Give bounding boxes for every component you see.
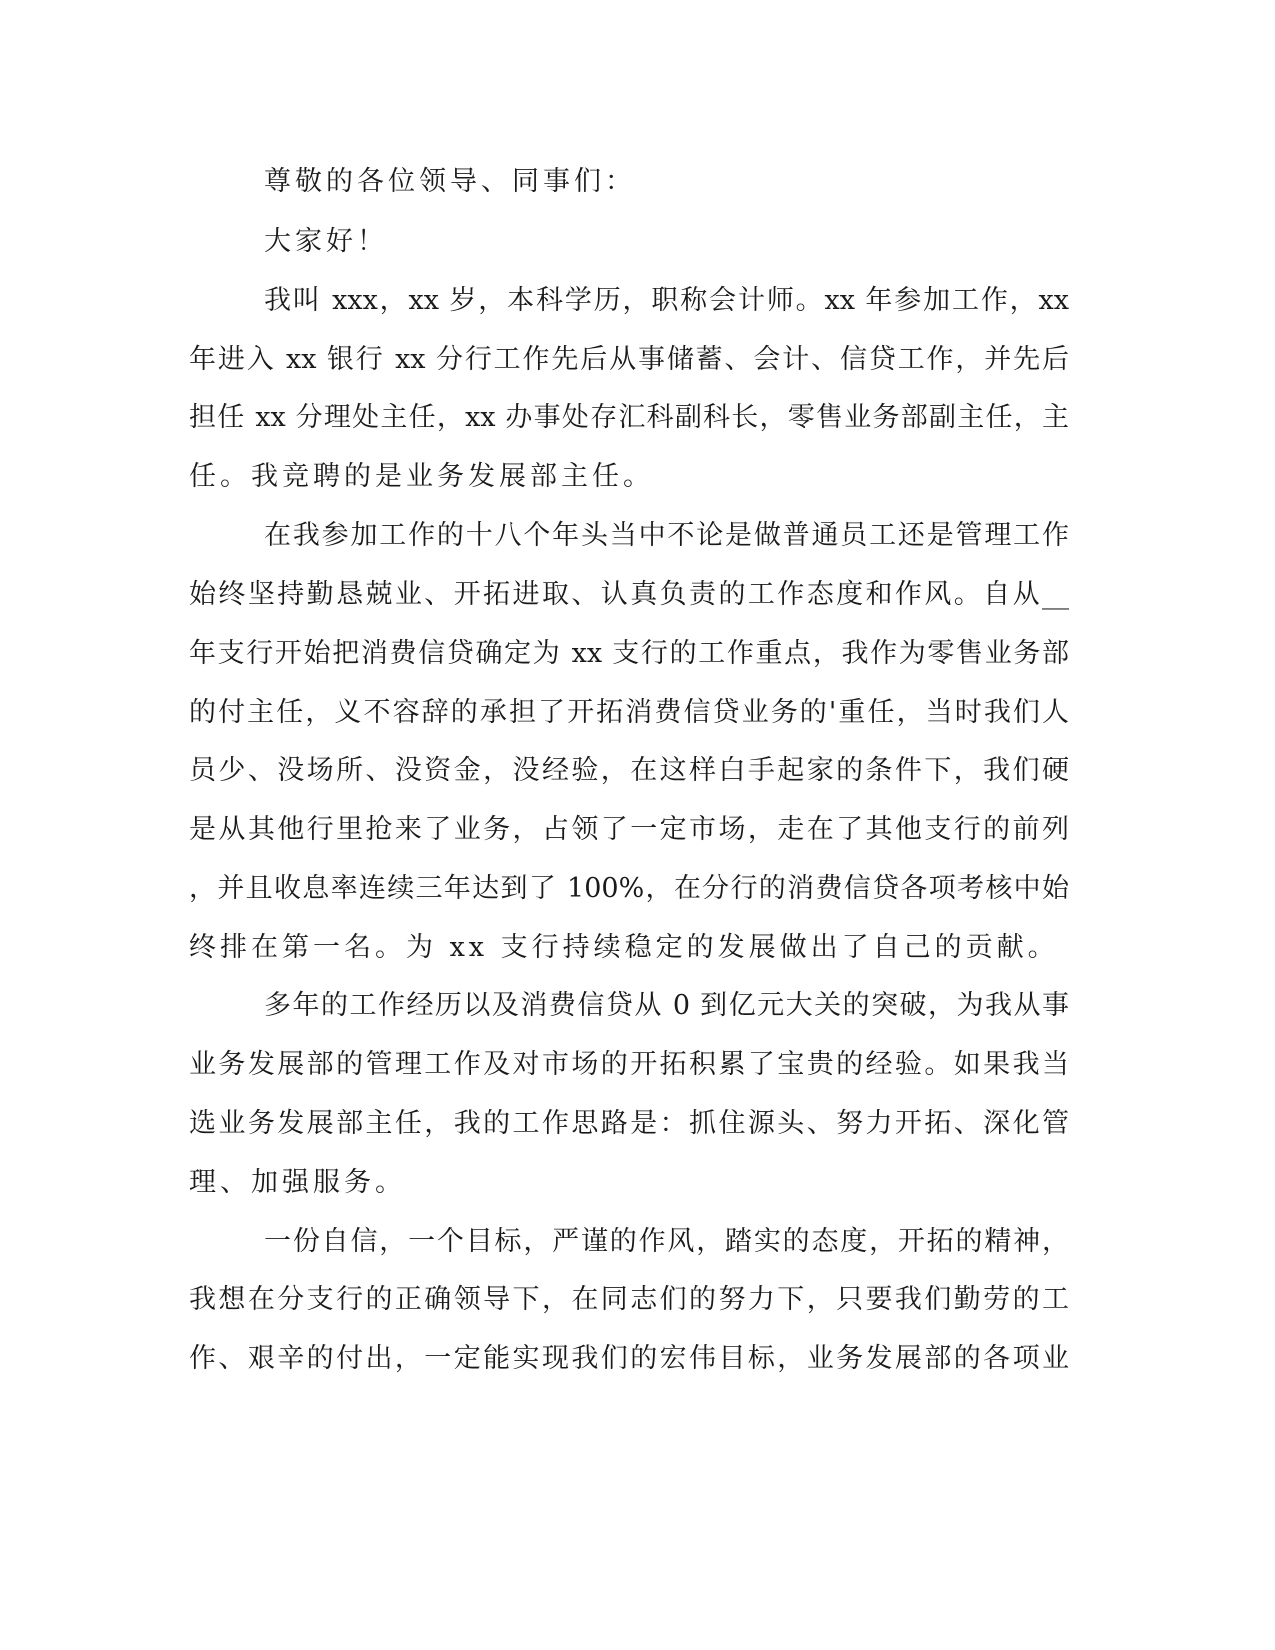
paragraph-3-line-2: 业务发展部的管理工作及对市场的开拓积累了宝贵的经验。如果我当 [189,1049,1069,1080]
paragraph-2-line-3: 年支行开始把消费信贷确定为 xx 支行的工作重点，我作为零售业务部 [189,638,1069,669]
paragraph-1-line-1: 我叫 xxx，xx 岁，本科学历，职称会计师。xx 年参加工作，xx [264,285,1069,316]
paragraph-3-line-1: 多年的工作经历以及消费信贷从 0 到亿元大关的突破，为我从事 [264,990,1069,1021]
paragraph-1-line-2: 年进入 xx 银行 xx 分行工作先后从事储蓄、会计、信贷工作，并先后 [189,344,1069,375]
paragraph-2-line-1: 在我参加工作的十八个年头当中不论是做普通员工还是管理工作 [264,520,1069,551]
paragraph-2-line-5: 员少、没场所、没资金，没经验，在这样白手起家的条件下，我们硬 [189,755,1069,786]
paragraph-2-line-4: 的付主任，义不容辞的承担了开拓消费信贷业务的'重任，当时我们人 [189,697,1069,728]
paragraph-3-line-3: 选业务发展部主任，我的工作思路是：抓住源头、努力开拓、深化管 [189,1108,1069,1139]
paragraph-3-line-4: 理、加强服务。 [189,1167,406,1198]
paragraph-1-line-4: 任。我竞聘的是业务发展部主任。 [189,461,654,492]
paragraph-2-line-6: 是从其他行里抢来了业务，占领了一定市场，走在了其他支行的前列 [189,814,1069,845]
paragraph-2-line-8: 终排在第一名。为 xx 支行持续稳定的发展做出了自己的贡献。 [189,932,1059,963]
paragraph-1-line-3: 担任 xx 分理处主任，xx 办事处存汇科副科长，零售业务部副主任，主 [189,402,1069,433]
salutation: 尊敬的各位领导、同事们： [264,166,636,197]
paragraph-4-line-1: 一份自信，一个目标，严谨的作风，踏实的态度，开拓的精神， [264,1226,1069,1257]
paragraph-2-line-2: 始终坚持勤恳兢业、开拓进取、认真负责的工作态度和作风。自从__ [189,579,1069,610]
paragraph-2-line-7: ，并且收息率连续三年达到了 100%，在分行的消费信贷各项考核中始 [189,873,1069,904]
paragraph-4-line-2: 我想在分支行的正确领导下，在同志们的努力下，只要我们勤劳的工 [189,1284,1069,1315]
paragraph-4-line-3: 作、艰辛的付出，一定能实现我们的宏伟目标，业务发展部的各项业 [189,1343,1069,1374]
greeting: 大家好！ [264,226,388,257]
